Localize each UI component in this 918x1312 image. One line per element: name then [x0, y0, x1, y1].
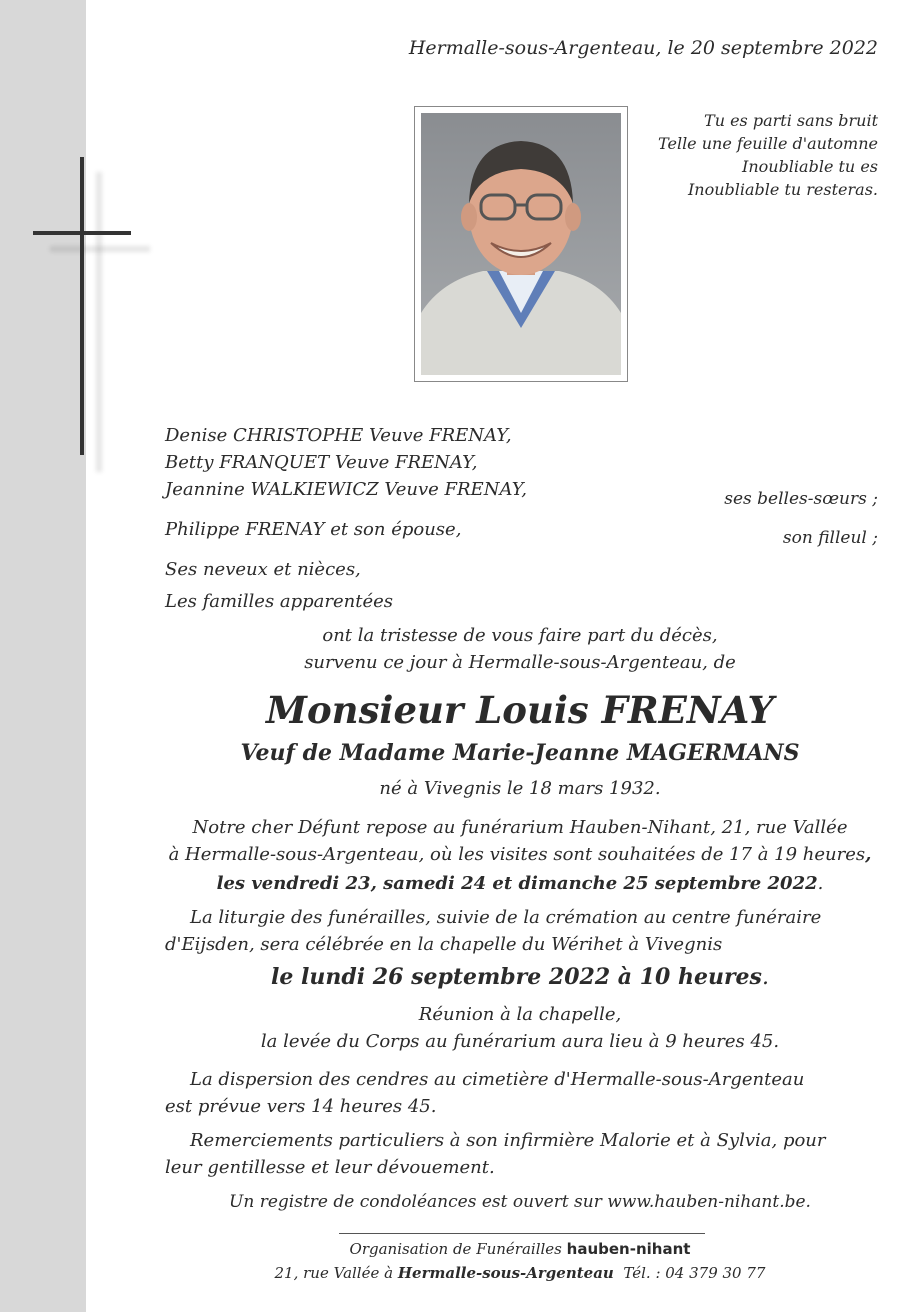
thanks-line: leur gentillesse et leur dévouement.: [165, 1157, 495, 1178]
poem-line: Inoubliable tu resteras.: [687, 180, 878, 199]
deceased-name: Monsieur Louis FRENAY: [266, 688, 774, 732]
announcement-line: ont la tristesse de vous faire part du décès,: [322, 625, 718, 646]
meeting-line: la levée du Corps au funérarium aura lieu à 9 heures 45.: [260, 1031, 780, 1052]
family-member: Les familles apparentées: [165, 591, 394, 612]
portrait-photo: [414, 106, 628, 382]
poem-line: Tu es parti sans bruit: [704, 111, 878, 130]
cross-shadow: [96, 172, 102, 472]
footer-organisation: Organisation de Funérailles hauben-nihant: [349, 1240, 691, 1258]
poem-line: Inoubliable tu es: [742, 157, 878, 176]
date-line: Hermalle-sous-Argenteau, le 20 septembre 2022: [408, 37, 878, 59]
relation-label: ses belles-sœurs ;: [724, 489, 878, 509]
visits-paragraph: [150, 814, 890, 897]
family-member: Jeannine WALKIEWICZ Veuve FRENAY,: [165, 479, 527, 500]
liturgy-line: d'Eijsden, sera célébrée en la chapelle du Wérihet à Vivegnis: [165, 934, 723, 955]
registry-line: Un registre de condoléances est ouvert sur www.hauben-nihant.be.: [229, 1192, 811, 1212]
dispersion-paragraph: [165, 1066, 877, 1120]
side-band: [0, 0, 86, 1312]
family-member: Denise CHRISTOPHE Veuve FRENAY,: [165, 425, 512, 446]
widower-line: Veuf de Madame Marie-Jeanne MAGERMANS: [240, 740, 800, 766]
family-member: Betty FRANQUET Veuve FRENAY,: [165, 452, 478, 473]
portrait-image: [421, 113, 621, 375]
cross-icon-bar: [33, 231, 131, 235]
thanks-line: Remerciements particuliers à son infirmière Malorie et à Sylvia, pour: [190, 1130, 826, 1151]
family-member: Philippe FRENAY et son épouse,: [165, 519, 462, 540]
cross-shadow-bar: [50, 246, 150, 252]
relation-label: son filleul ;: [782, 528, 878, 548]
announcement-line: survenu ce jour à Hermalle-sous-Argenteau, de: [304, 652, 736, 673]
brand-logo: hauben-nihant: [566, 1240, 691, 1258]
footer-address: 21, rue Vallée à Hermalle-sous-Argenteau Tél. : 04 379 30 77: [274, 1264, 766, 1282]
visits-line: Notre cher Défunt repose au funérarium Hauben-Nihant, 21, rue Vallée: [192, 817, 848, 838]
dispersion-line: est prévue vers 14 heures 45.: [165, 1096, 437, 1117]
visits-line: à Hermalle-sous-Argenteau, où les visites sont souhaitées de 17 à 19 heures,: [168, 844, 872, 865]
liturgy-paragraph: [165, 904, 877, 958]
visits-dates: les vendredi 23, samedi 24 et dimanche 25 septembre 2022.: [216, 873, 824, 894]
footer-divider: [339, 1233, 705, 1234]
cross-icon: [80, 157, 84, 455]
liturgy-line: La liturgie des funérailles, suivie de la crémation au centre funéraire: [190, 907, 822, 928]
liturgy-when: le lundi 26 septembre 2022 à 10 heures.: [271, 964, 769, 990]
poem: [658, 109, 878, 201]
poem-line: Telle une feuille d'automne: [658, 134, 878, 153]
meeting-line: Réunion à la chapelle,: [418, 1004, 622, 1025]
birth-line: né à Vivegnis le 18 mars 1932.: [379, 778, 661, 799]
thanks-paragraph: [165, 1127, 877, 1181]
dispersion-line: La dispersion des cendres au cimetière d'Hermalle-sous-Argenteau: [190, 1069, 805, 1090]
family-member: Ses neveux et nièces,: [165, 559, 361, 580]
